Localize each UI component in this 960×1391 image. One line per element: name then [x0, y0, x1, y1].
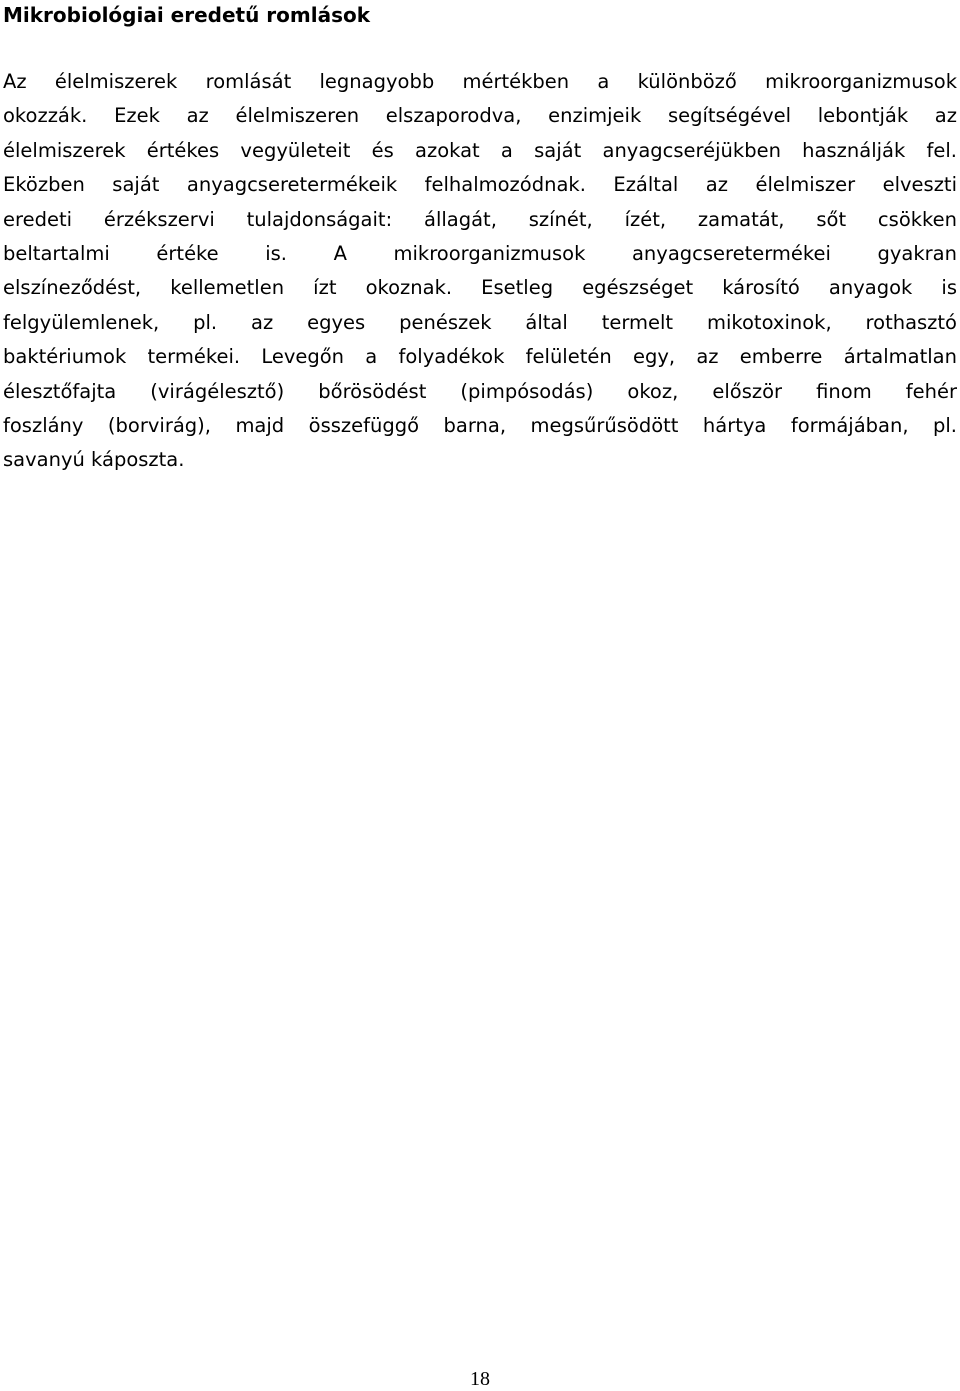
paragraph-line: savanyú káposzta. [3, 448, 185, 472]
paragraph-line: élesztőfajta (virágélesztő) bőrösödést (pimpósodás) okoz, először finom fehér [3, 379, 957, 403]
section-title: Mikrobiológiai eredetű romlások [3, 3, 371, 27]
paragraph-line: elszíneződést, kellemetlen ízt okoznak. Esetleg egészséget károsító anyagok is [3, 276, 957, 300]
paragraph-line: élelmiszerek értékes vegyületeit és azokat a saját anyagcseréjükben használják fel. [3, 138, 957, 162]
paragraph-line: Az élelmiszerek romlását legnagyobb mértékben a különböző mikroorganizmusok [3, 70, 957, 93]
paragraph-line: foszlány (borvirág), majd összefüggő barna, megsűrűsödött hártya formájában, pl. [3, 414, 957, 438]
paragraph-line: Eközben saját anyagcseretermékeik felhalmozódnak. Ezáltal az élelmiszer elveszti [3, 173, 957, 197]
paragraph-line: okozzák. Ezek az élelmiszeren elszaporodva, enzimjeik segítségével lebontják az [3, 104, 957, 128]
page-number: 18 [470, 1368, 490, 1390]
paragraph-line: beltartalmi értéke is. A mikroorganizmusok anyagcseretermékei gyakran [3, 242, 957, 266]
body-paragraph [3, 65, 957, 478]
paragraph-line: felgyülemlenek, pl. az egyes penészek által termelt mikotoxinok, rothasztó [3, 310, 957, 334]
paragraph-line: eredeti érzékszervi tulajdonságait: állagát, színét, ízét, zamatát, sőt csökken [3, 207, 957, 231]
paragraph-line: baktériumok termékei. Levegőn a folyadékok felületén egy, az emberre ártalmatlan [3, 345, 957, 369]
